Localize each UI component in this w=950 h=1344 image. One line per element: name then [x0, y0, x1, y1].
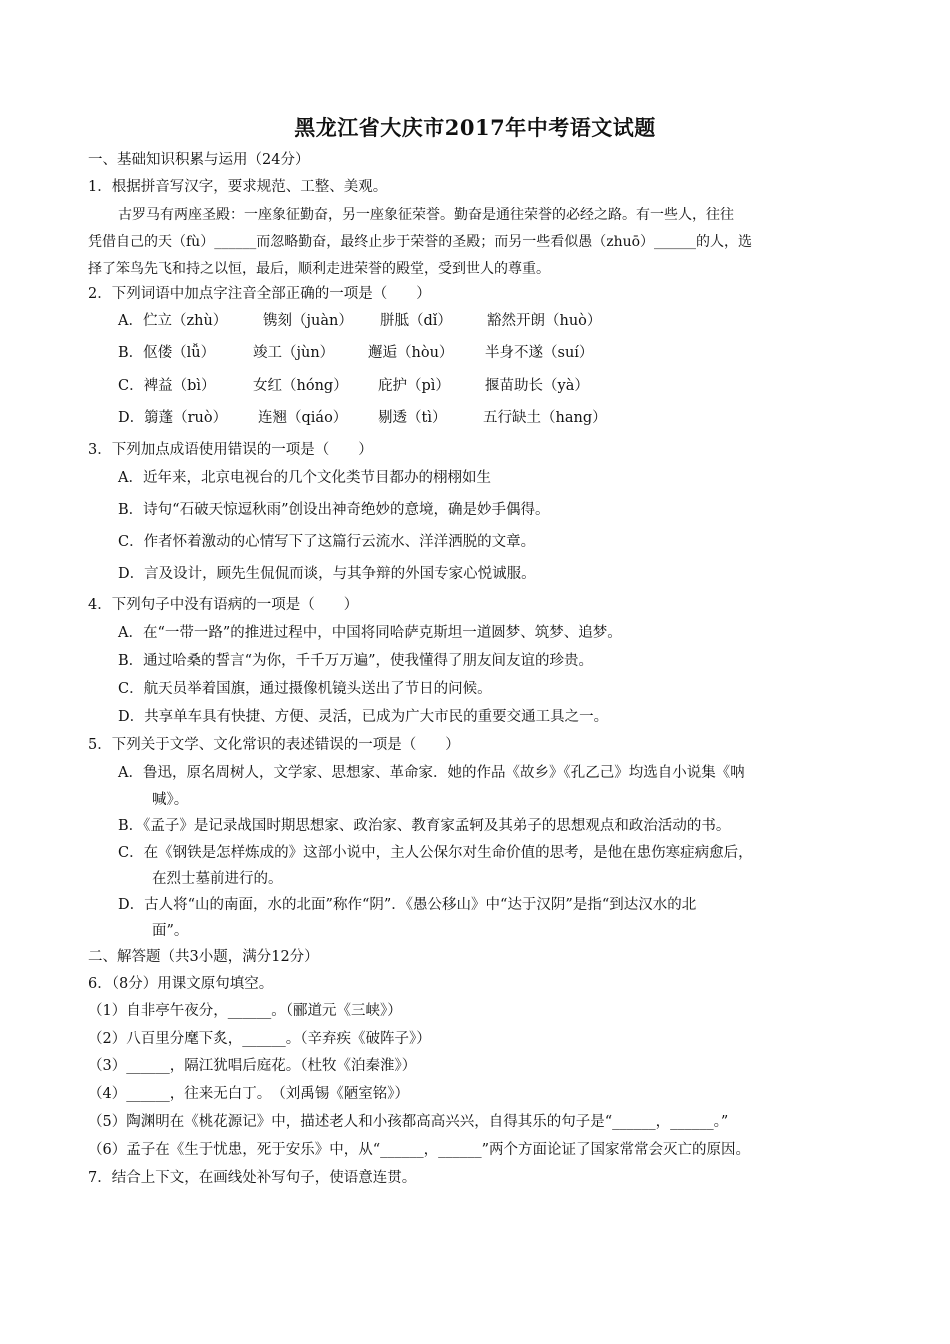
option-cell: 五行缺土（hang）	[483, 410, 607, 426]
q3-option-b: B．诗句“石破天惊逗秋雨”创设出神奇绝妙的意境，确是妙手偶得。	[118, 502, 550, 518]
q4-option-d: D．共享单车具有快捷、方便、灵活，已成为广大市民的重要交通工具之一。	[118, 709, 609, 725]
q3-option-c: C．作者怀着激动的心情写下了这篇行云流水、洋洋洒脱的文章。	[118, 534, 536, 550]
q5-option-c: C．在《钢铁是怎样炼成的》这部小说中，主人公保尔对生命价值的思考，是他在患伤寒症病愈后，	[118, 845, 753, 861]
q2-option-d	[118, 408, 607, 428]
q4-option-b: B．通过哈桑的誓言“为你，千千万万遍”，使我懂得了朋友间友谊的珍贵。	[118, 653, 593, 669]
q3-option-d: D．言及设计，顾先生侃侃而谈，与其争辩的外国专家心悦诚服。	[118, 566, 536, 582]
q6-item: （4）______，往来无白丁。 （刘禹锡《陋室铭》）	[88, 1086, 409, 1102]
q1-passage-line: 凭借自己的天（fù）______而忽略勤奋，最终止步于荣誉的圣殿；而另一些看似愚（zhuō）______的人，选	[88, 234, 753, 250]
q1-passage-line: 古罗马有两座圣殿：一座象征勤奋，另一座象征荣誉。勤奋是通往荣誉的必经之路。有一些人，往往	[118, 207, 734, 223]
option-cell: 镌刻（juàn）	[263, 313, 353, 329]
option-cell: 剔透（tì）	[378, 410, 447, 426]
option-cell: 半身不遂（suí）	[485, 345, 594, 361]
q5-stem: 5．下列关于文学、文化常识的表述错误的一项是（ ）	[88, 737, 460, 753]
q2-option-b	[118, 343, 593, 363]
q2-stem: 2．下列词语中加点字注音全部正确的一项是（ ）	[88, 286, 431, 302]
q5-option-a-cont: 喊》。	[152, 792, 189, 808]
q4-stem: 4．下列句子中没有语病的一项是（ ）	[88, 597, 359, 613]
q6-stem: 6．（8分）用课文原句填空。	[88, 976, 274, 992]
q5-option-d: D．古人将“山的南面，水的北面”称作“阴”．《愚公移山》中“达于汉阴”是指“到达汉水的北	[118, 897, 697, 913]
q3-stem: 3．下列加点成语使用错误的一项是（ ）	[88, 442, 373, 458]
q5-option-b: B．《孟子》是记录战国时期思想家、政治家、教育家孟轲及其弟子的思想观点和政治活动的书。	[118, 818, 731, 834]
q1-stem: 1．根据拼音写汉字，要求规范、工整、美观。	[88, 179, 388, 195]
option-cell: 女红（hóng）	[253, 378, 348, 394]
q7-stem: 7．结合上下文，在画线处补写句子，使语意连贯。	[88, 1170, 417, 1186]
q6-item: （6）孟子在《生于忧患，死于安乐》中，从“______，______”两个方面论证了国家常常会灭亡的原因。	[88, 1142, 751, 1158]
q1-passage-line: 择了笨鸟先飞和持之以恒，最后，顺利走进荣誉的殿堂，受到世人的尊重。	[88, 261, 550, 277]
option-cell: B．伛偻（lǚ）	[118, 345, 216, 361]
q5-option-c-cont: 在烈士墓前进行的。	[152, 871, 283, 887]
option-cell: 揠苗助长（yà）	[485, 378, 589, 394]
option-cell: 庇护（pì）	[378, 378, 450, 394]
q6-item: （3）______，隔江犹唱后庭花。（杜牧《泊秦淮》）	[88, 1058, 417, 1074]
page-title: 黑龙江省大庆市2017年中考语文试题	[294, 115, 656, 140]
option-cell: C．裨益（bì）	[118, 378, 216, 394]
q5-option-d-cont: 面”。	[152, 923, 189, 939]
q4-option-c: C．航天员举着国旗，通过摄像机镜头送出了节日的问候。	[118, 681, 492, 697]
option-cell: D．篛蓬（ruò）	[118, 410, 228, 426]
option-cell: 邂逅（hòu）	[368, 345, 454, 361]
section1-heading: 一、基础知识积累与运用（24分）	[88, 152, 310, 168]
option-cell: 胼胝（dǐ）	[380, 313, 452, 329]
option-cell: A．伫立（zhù）	[118, 313, 228, 329]
q6-item: （5）陶渊明在《桃花源记》中，描述老人和小孩都高高兴兴，自得其乐的句子是“______，______。”	[88, 1114, 729, 1130]
q3-option-a: A．近年来，北京电视台的几个文化类节目都办的栩栩如生	[118, 470, 491, 486]
q4-option-a: A．在“一带一路”的推进过程中，中国将同哈萨克斯坦一道圆梦、筑梦、追梦。	[118, 625, 622, 641]
q2-option-a	[118, 311, 601, 331]
section2-heading: 二、解答题（共3小题，满分12分）	[88, 949, 319, 965]
q6-item: （2）八百里分麾下炙，______。（辛弃疾《破阵子》）	[88, 1031, 431, 1047]
option-cell: 连翘（qiáo）	[258, 410, 348, 426]
option-cell: 豁然开朗（huò）	[487, 313, 602, 329]
q6-item: （1）自非亭午夜分，______。（郦道元《三峡》）	[88, 1003, 402, 1019]
q5-option-a: A．鲁迅，原名周树人，文学家、思想家、革命家．她的作品《故乡》《孔乙己》均选自小说集《呐	[118, 765, 745, 781]
q2-option-c	[118, 376, 589, 396]
option-cell: 竣工（jùn）	[253, 345, 335, 361]
